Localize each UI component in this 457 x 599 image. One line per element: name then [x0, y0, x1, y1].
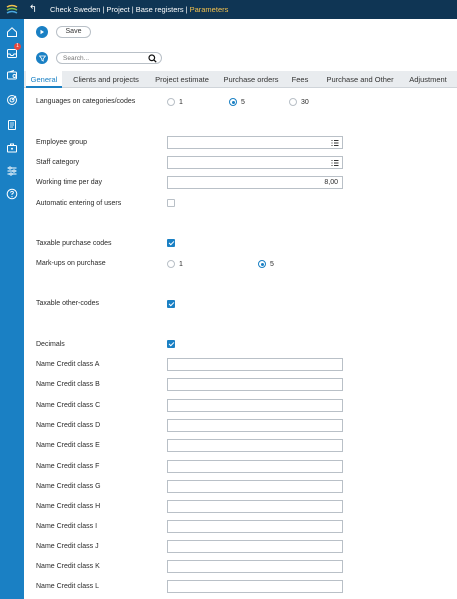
working-time-field[interactable] — [167, 176, 343, 189]
toolbar — [24, 19, 457, 71]
staff-category-field[interactable] — [167, 156, 343, 169]
credit-class-j-field[interactable] — [167, 540, 343, 553]
tab-purchase-and-other[interactable]: Purchase and Other — [326, 75, 394, 84]
credit-class-f-field[interactable] — [167, 460, 343, 473]
credit-class-label: Name Credit class G — [36, 483, 101, 490]
credit-class-label: Name Credit class L — [36, 583, 100, 590]
help-icon[interactable] — [4, 186, 20, 202]
search-box — [56, 52, 162, 64]
document-icon[interactable] — [4, 117, 20, 133]
markups-option-1[interactable]: 1 — [167, 260, 183, 268]
taxable-other-checkbox[interactable] — [167, 300, 175, 308]
credit-class-c-field[interactable] — [167, 399, 343, 412]
languages-option-5[interactable]: 5 — [229, 98, 245, 106]
credit-class-e-field[interactable] — [167, 439, 343, 452]
run-button[interactable] — [36, 26, 48, 38]
sliders-icon[interactable] — [4, 163, 20, 179]
credit-class-label: Name Credit class E — [36, 442, 100, 449]
credit-class-label: Name Credit class H — [36, 503, 101, 510]
credit-class-label: Name Credit class C — [36, 402, 101, 409]
auto-users-label: Automatic entering of users — [36, 200, 122, 207]
radio-button-selected[interactable] — [258, 260, 266, 268]
languages-option-30[interactable]: 30 — [289, 98, 309, 106]
save-button[interactable]: Save — [56, 26, 91, 38]
credit-class-label: Name Credit class K — [36, 563, 100, 570]
logo-icon — [5, 4, 19, 16]
credit-class-d-field[interactable] — [167, 419, 343, 432]
credit-class-g-field[interactable] — [167, 480, 343, 493]
credit-class-label: Name Credit class F — [36, 463, 100, 470]
credit-class-label: Name Credit class B — [36, 381, 100, 388]
search-input[interactable] — [63, 54, 143, 63]
credit-class-k-field[interactable] — [167, 560, 343, 573]
credit-class-b-field[interactable] — [167, 378, 343, 391]
credit-class-l-field[interactable] — [167, 580, 343, 593]
tab-project-estimate[interactable]: Project estimate — [155, 75, 209, 84]
radio-button[interactable] — [167, 98, 175, 106]
filter-icon — [39, 55, 46, 62]
credit-class-label: Name Credit class D — [36, 422, 101, 429]
wallet-icon[interactable] — [4, 67, 20, 83]
taxable-other-label: Taxable other-codes — [36, 300, 100, 307]
languages-label: Languages on categories/codes — [36, 98, 136, 105]
back-arrow-icon[interactable]: ↰ — [28, 4, 38, 15]
credit-class-h-field[interactable] — [167, 500, 343, 513]
app-logo[interactable] — [0, 0, 24, 19]
inbox-badge: 1 — [14, 43, 21, 50]
play-icon — [39, 29, 45, 35]
markups-option-5[interactable]: 5 — [258, 260, 274, 268]
search-icon[interactable] — [148, 54, 157, 63]
tab-fees[interactable]: Fees — [291, 75, 309, 84]
breadcrumb-item[interactable]: Base registers — [135, 5, 184, 14]
sidebar — [0, 0, 24, 599]
target-icon[interactable] — [4, 92, 20, 108]
working-time-value: 8,00 — [324, 179, 338, 186]
radio-button[interactable] — [289, 98, 297, 106]
auto-users-checkbox[interactable] — [167, 199, 175, 207]
tab-general[interactable]: General — [26, 71, 62, 88]
breadcrumb-current: Parameters — [189, 5, 229, 14]
breadcrumb-item[interactable]: Check Sweden — [50, 5, 101, 14]
markups-label: Mark-ups on purchase — [36, 260, 106, 267]
home-icon[interactable] — [4, 24, 20, 40]
employee-group-field[interactable] — [167, 136, 343, 149]
employee-group-label: Employee group — [36, 139, 87, 146]
tab-adjustment[interactable]: Adjustment — [409, 75, 447, 84]
credit-class-i-field[interactable] — [167, 520, 343, 533]
inbox-icon[interactable] — [4, 45, 20, 61]
taxable-purchase-checkbox[interactable] — [167, 239, 175, 247]
tab-purchase-orders[interactable]: Purchase orders — [223, 75, 279, 84]
radio-button-selected[interactable] — [229, 98, 237, 106]
tab-clients-and-projects[interactable]: Clients and projects — [73, 75, 139, 84]
credit-class-label: Name Credit class I — [36, 523, 98, 530]
list-icon[interactable] — [331, 139, 339, 147]
filter-button[interactable] — [36, 52, 48, 64]
decimals-checkbox[interactable] — [167, 340, 175, 348]
list-icon[interactable] — [331, 159, 339, 167]
tab-bar — [24, 71, 457, 88]
breadcrumb-item[interactable]: Project — [106, 5, 130, 14]
credit-class-a-field[interactable] — [167, 358, 343, 371]
languages-option-1[interactable]: 1 — [167, 98, 183, 106]
radio-button[interactable] — [167, 260, 175, 268]
top-bar — [24, 0, 457, 19]
taxable-purchase-label: Taxable purchase codes — [36, 240, 112, 247]
general-parameters-form — [24, 88, 457, 599]
decimals-label: Decimals — [36, 341, 65, 348]
credit-class-label: Name Credit class A — [36, 361, 100, 368]
staff-category-label: Staff category — [36, 159, 80, 166]
credit-class-label: Name Credit class J — [36, 543, 99, 550]
working-time-label: Working time per day — [36, 179, 103, 186]
breadcrumb: Check Sweden | Project | Base registers | Parameters — [50, 5, 229, 14]
briefcase-icon[interactable] — [4, 140, 20, 156]
